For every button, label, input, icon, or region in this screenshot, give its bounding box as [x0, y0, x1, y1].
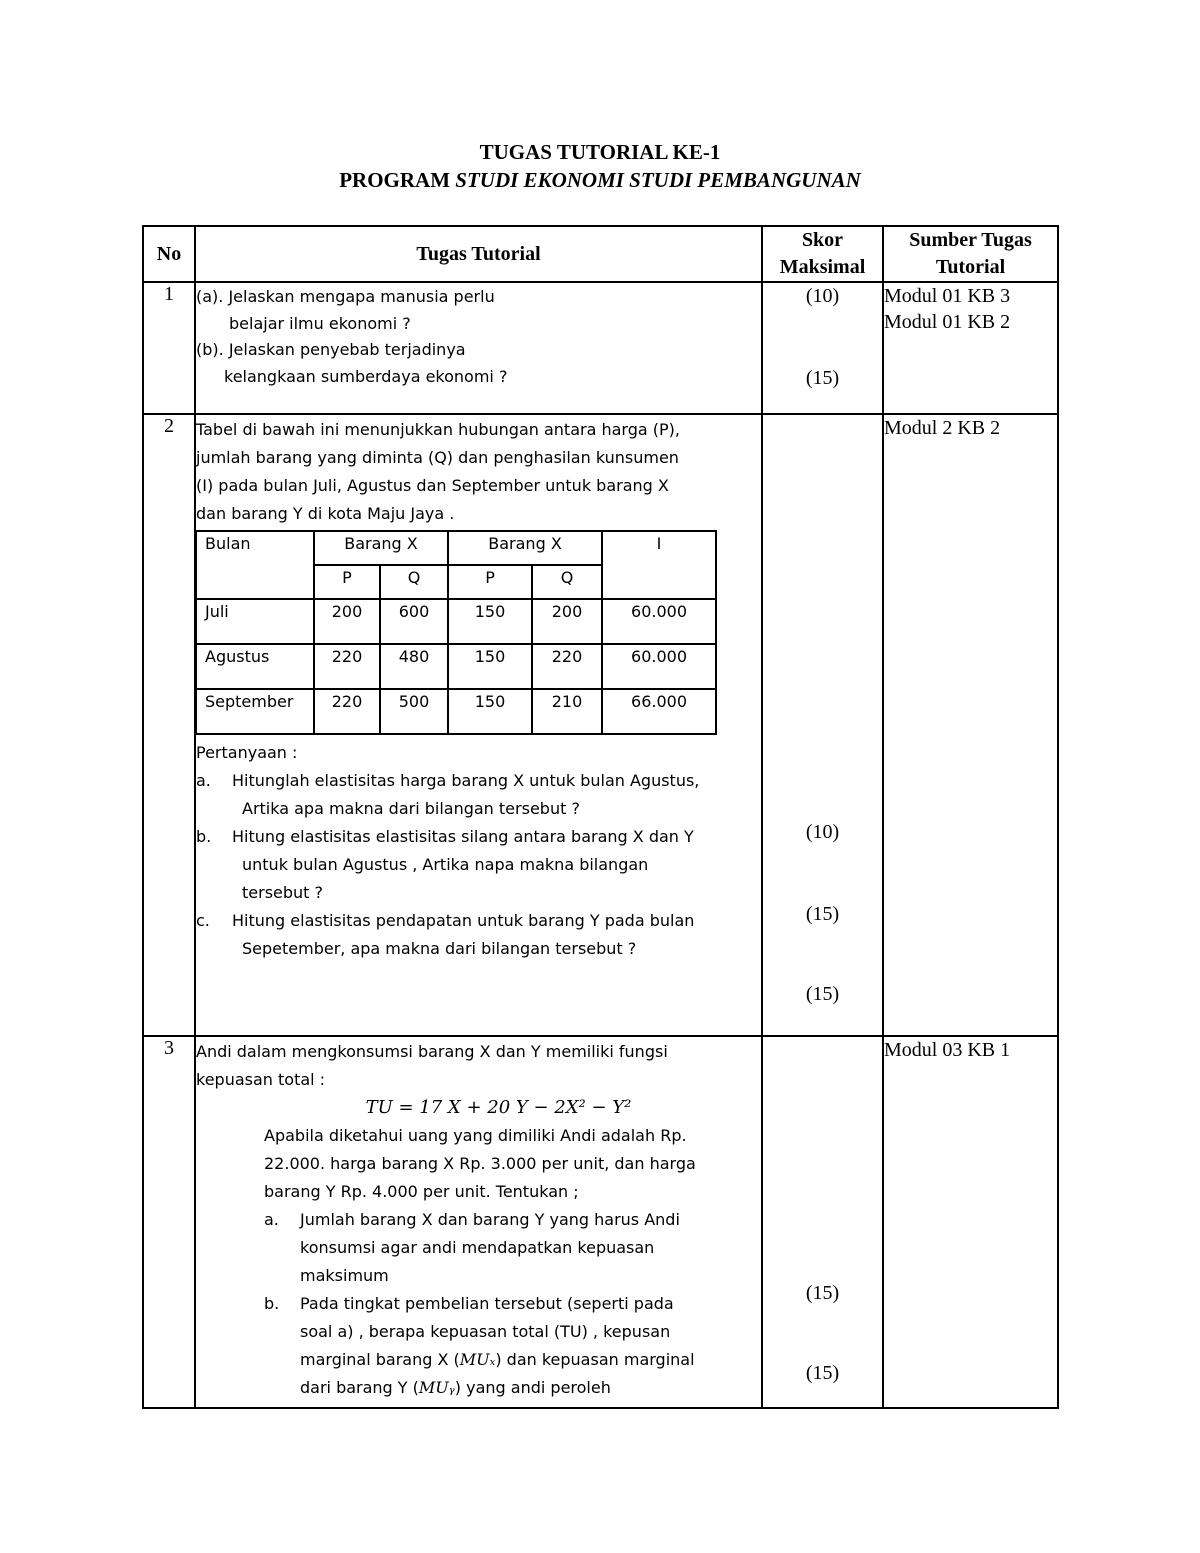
list-text	[300, 1346, 761, 1374]
data-row	[196, 689, 716, 734]
intro-line: jumlah barang yang diminta (Q) dan penghasilan kunsumen	[196, 448, 679, 467]
header-no: No	[143, 226, 195, 282]
cell: 220	[314, 644, 380, 689]
text-part: dari barang Y (	[300, 1378, 419, 1397]
header-score-line1: Skor	[801, 229, 844, 251]
cell: 480	[380, 644, 448, 689]
list-text: untuk bulan Agustus , Artika napa makna bilangan	[242, 855, 649, 874]
question-a-cont: belajar ilmu ekonomi ?	[229, 313, 411, 333]
cell: 500	[380, 689, 448, 734]
source-value: Modul 01 KB 3	[884, 285, 1011, 307]
task-cell	[195, 414, 762, 1036]
list-label: c.	[196, 911, 210, 930]
cell: 150	[448, 689, 532, 734]
list-item	[196, 823, 761, 907]
list-text: Hitung elastisitas elastisitas silang antara barang X dan Y	[232, 827, 694, 846]
question-a: (a). Jelaskan mengapa manusia perlu	[196, 287, 495, 306]
header-score-line2: Maksimal	[779, 256, 866, 278]
cell: Juli	[196, 599, 314, 644]
score-cell	[762, 414, 883, 1036]
col-header-bulan: Bulan	[196, 531, 314, 599]
task-cell	[195, 282, 762, 414]
question-b-cont: kelangkaan sumberdaya ekonomi ?	[224, 366, 508, 386]
data-row	[196, 599, 716, 644]
math-mu-x: MUₓ	[459, 1350, 496, 1369]
task-cell	[195, 1036, 762, 1408]
score-value: (10)	[805, 821, 840, 843]
text-part: ) yang andi peroleh	[454, 1378, 611, 1397]
intro-line: dan barang Y di kota Maju Jaya .	[196, 504, 455, 523]
list-label: b.	[264, 1294, 280, 1313]
data-row	[196, 644, 716, 689]
questions-heading: Pertanyaan :	[196, 743, 298, 762]
sub-header: Q	[532, 565, 602, 599]
header-source-line2: Tutorial	[935, 256, 1006, 278]
row-number: 2	[143, 414, 195, 1036]
text-part: marginal barang X (	[300, 1350, 460, 1369]
row-number: 3	[143, 1036, 195, 1408]
list-text: Hitunglah elastisitas harga barang X untuk bulan Agustus,	[232, 771, 700, 790]
text-part: ) dan kepuasan marginal	[495, 1350, 695, 1369]
score-value: (15)	[805, 1362, 840, 1384]
col-header-barang-x: Barang X	[314, 531, 448, 565]
cell: 66.000	[602, 689, 716, 734]
cell: September	[196, 689, 314, 734]
intro-line: kepuasan total :	[196, 1070, 326, 1089]
score-value: (15)	[805, 983, 840, 1005]
sub-header: P	[314, 565, 380, 599]
given-line: barang Y Rp. 4.000 per unit. Tentukan ;	[264, 1182, 579, 1201]
list-label: a.	[196, 771, 211, 790]
utility-formula: TU = 17 X + 20 Y − 2X² − Y²	[365, 1097, 632, 1118]
price-quantity-table	[195, 530, 717, 735]
subtitle-studi: STUDI EKONOMI STUDI PEMBANGUNAN	[455, 168, 861, 192]
source-value: Modul 01 KB 2	[884, 311, 1011, 333]
list-label: a.	[264, 1210, 279, 1229]
col-header-income: I	[602, 531, 716, 599]
cell: 200	[532, 599, 602, 644]
list-item	[264, 1206, 761, 1290]
given-line: 22.000. harga barang X Rp. 3.000 per unit, dan harga	[264, 1154, 696, 1173]
source-cell	[883, 282, 1058, 414]
list-text: Jumlah barang X dan barang Y yang harus Andi	[300, 1210, 680, 1229]
list-text: soal a) , berapa kepuasan total (TU) , kepusan	[300, 1322, 671, 1341]
list-text: Hitung elastisitas pendapatan untuk barang Y pada bulan	[232, 911, 695, 930]
cell: 60.000	[602, 644, 716, 689]
score-cell	[762, 282, 883, 414]
header-source-line1: Sumber Tugas	[909, 229, 1032, 251]
list-text: maksimum	[300, 1266, 389, 1285]
intro-line: Andi dalam mengkonsumsi barang X dan Y memiliki fungsi	[196, 1042, 668, 1061]
sub-header: P	[448, 565, 532, 599]
score-value: (15)	[805, 903, 840, 925]
list-label: b.	[196, 827, 212, 846]
math-mu-y: MUᵧ	[418, 1378, 455, 1397]
row-number: 1	[143, 282, 195, 414]
subtitle-program: PROGRAM	[339, 168, 451, 192]
source-value: Modul 2 KB 2	[884, 417, 1001, 439]
list-text	[300, 1374, 761, 1402]
question-b: (b). Jelaskan penyebab terjadinya	[196, 340, 466, 359]
list-text: tersebut ?	[242, 883, 324, 902]
cell: Agustus	[196, 644, 314, 689]
sub-header: Q	[380, 565, 448, 599]
table-row	[143, 1036, 1058, 1408]
source-cell	[883, 414, 1058, 1036]
list-text: Sepetember, apa makna dari bilangan tersebut ?	[242, 939, 637, 958]
header-task: Tugas Tutorial	[195, 226, 762, 282]
source-cell	[883, 1036, 1058, 1408]
list-text: konsumsi agar andi mendapatkan kepuasan	[300, 1238, 655, 1257]
table-row	[143, 282, 1058, 414]
score-cell	[762, 1036, 883, 1408]
cell: 60.000	[602, 599, 716, 644]
cell: 220	[532, 644, 602, 689]
list-item	[196, 907, 761, 963]
doc-subtitle	[0, 168, 1200, 193]
score-value: (10)	[805, 285, 840, 307]
list-item	[196, 767, 761, 823]
given-line: Apabila diketahui uang yang dimiliki Andi adalah Rp.	[264, 1126, 687, 1145]
header-source	[883, 226, 1058, 282]
list-text: Artika apa makna dari bilangan tersebut ?	[242, 799, 580, 818]
intro-line: Tabel di bawah ini menunjukkan hubungan antara harga (P),	[196, 420, 680, 439]
intro-line: (I) pada bulan Juli, Agustus dan September untuk barang X	[196, 476, 669, 495]
cell: 210	[532, 689, 602, 734]
list-text: Pada tingkat pembelian tersebut (seperti pada	[300, 1294, 674, 1313]
col-header-barang-y: Barang X	[448, 531, 602, 565]
cell: 200	[314, 599, 380, 644]
source-value: Modul 03 KB 1	[884, 1039, 1011, 1061]
list-item	[264, 1290, 761, 1402]
cell: 150	[448, 644, 532, 689]
score-value: (15)	[805, 1282, 840, 1304]
header-row	[143, 226, 1058, 282]
doc-title: TUGAS TUTORIAL KE-1	[479, 140, 721, 164]
header-score	[762, 226, 883, 282]
cell: 220	[314, 689, 380, 734]
table-row	[143, 414, 1058, 1036]
tutorial-table	[142, 225, 1059, 1409]
score-value: (15)	[805, 367, 840, 389]
cell: 600	[380, 599, 448, 644]
cell: 150	[448, 599, 532, 644]
